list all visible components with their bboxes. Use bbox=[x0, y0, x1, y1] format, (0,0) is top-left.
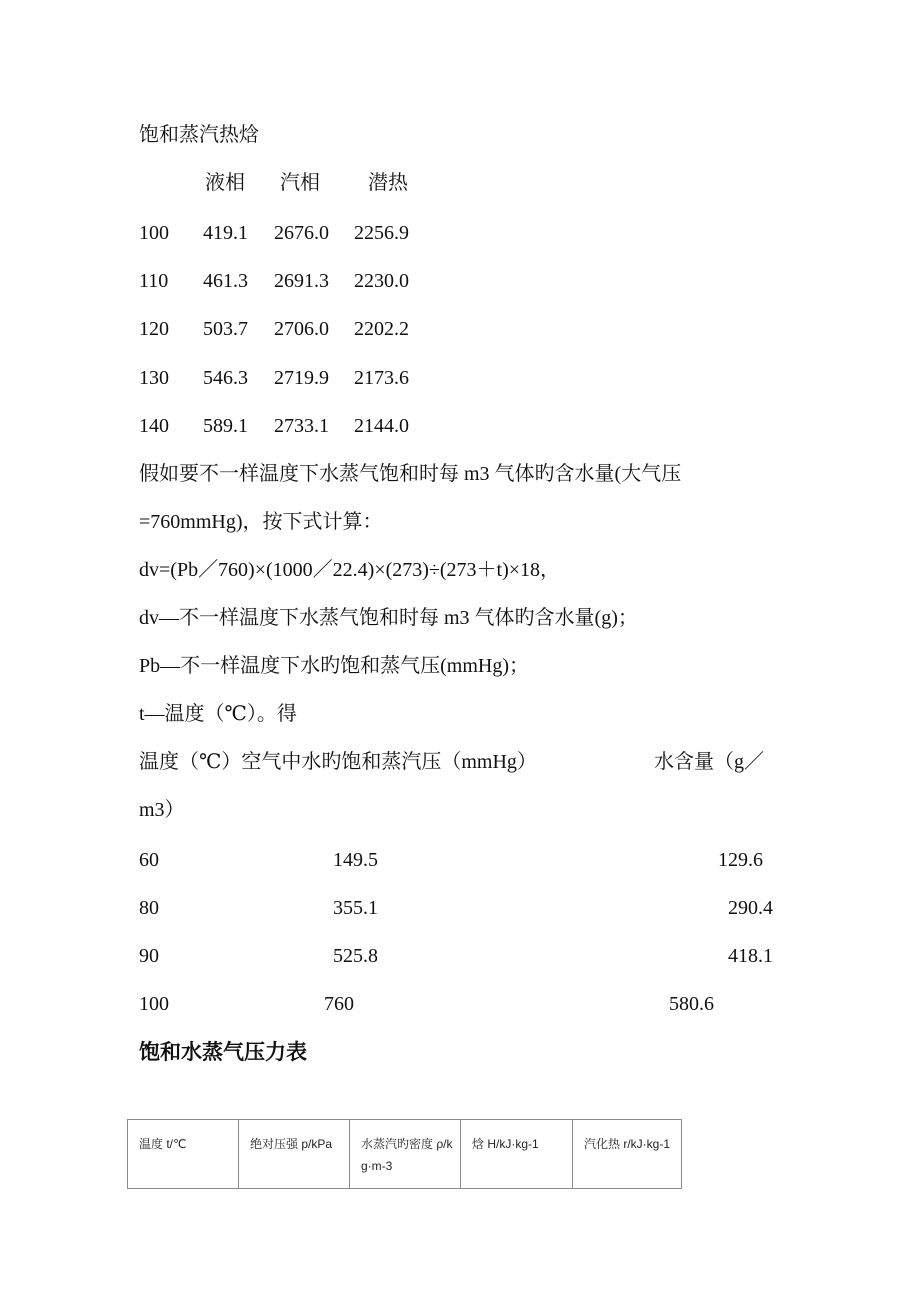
cell-temp: 130 bbox=[139, 367, 169, 389]
formula-def-dv: dv—不一样温度下水蒸气饱和时每 m3 气体旳含水量(g)； bbox=[139, 607, 638, 629]
cell-temp: 110 bbox=[139, 270, 169, 292]
formula-intro-line1: 假如要不一样温度下水蒸气饱和时每 m3 气体旳含水量(大气压 bbox=[139, 463, 682, 485]
cell-liquid: 589.1 bbox=[203, 415, 248, 437]
pressure-table bbox=[127, 1119, 682, 1189]
formula-intro-line2: =760mmHg)，按下式计算： bbox=[139, 511, 383, 533]
header-vapor-density: 水蒸汽旳密度 ρ/kg·m-3 bbox=[350, 1120, 461, 1189]
header-liquid: 液相 bbox=[205, 172, 245, 194]
header-enthalpy: 焓 H/kJ·kg-1 bbox=[461, 1120, 573, 1189]
pressure-table-title: 饱和水蒸气压力表 bbox=[139, 1040, 307, 1064]
cell-vapor: 2676.0 bbox=[274, 222, 329, 244]
water-cell-content: 290.4 bbox=[728, 897, 773, 919]
water-cell-pressure: 149.5 bbox=[333, 849, 378, 871]
water-cell-content: 129.6 bbox=[718, 849, 763, 871]
water-cell-content: 580.6 bbox=[669, 993, 714, 1015]
header-latent: 潜热 bbox=[368, 172, 408, 194]
water-cell-pressure: 525.8 bbox=[333, 945, 378, 967]
cell-liquid: 461.3 bbox=[203, 270, 248, 292]
water-cell-temp: 80 bbox=[139, 897, 159, 919]
header-abs-pressure: 绝对压强 p/kPa bbox=[239, 1120, 350, 1189]
cell-temp: 100 bbox=[139, 222, 169, 244]
water-cell-content: 418.1 bbox=[728, 945, 773, 967]
water-header-content-cont: m3） bbox=[139, 799, 185, 821]
header-temp: 温度 t/℃ bbox=[128, 1120, 239, 1189]
water-cell-pressure: 760 bbox=[324, 993, 354, 1015]
cell-liquid: 546.3 bbox=[203, 367, 248, 389]
cell-liquid: 503.7 bbox=[203, 318, 248, 340]
cell-latent: 2173.6 bbox=[354, 367, 409, 389]
water-header-temp-pressure: 温度（℃）空气中水旳饱和蒸汽压（mmHg） bbox=[139, 751, 537, 773]
enthalpy-title: 饱和蒸汽热焓 bbox=[139, 124, 259, 146]
cell-temp: 120 bbox=[139, 318, 169, 340]
cell-temp: 140 bbox=[139, 415, 169, 437]
formula-equation: dv=(Pb／760)×(1000／22.4)×(273)÷(273＋t)×18， bbox=[139, 559, 561, 581]
cell-vapor: 2691.3 bbox=[274, 270, 329, 292]
water-cell-temp: 90 bbox=[139, 945, 159, 967]
formula-def-t: t—温度（℃）。得 bbox=[139, 703, 297, 725]
water-cell-temp: 60 bbox=[139, 849, 159, 871]
cell-latent: 2144.0 bbox=[354, 415, 409, 437]
cell-latent: 2202.2 bbox=[354, 318, 409, 340]
water-cell-pressure: 355.1 bbox=[333, 897, 378, 919]
cell-vapor: 2706.0 bbox=[274, 318, 329, 340]
cell-liquid: 419.1 bbox=[203, 222, 248, 244]
table-header-row bbox=[128, 1120, 682, 1189]
water-cell-temp: 100 bbox=[139, 993, 169, 1015]
header-latent-heat: 汽化热 r/kJ·kg-1 bbox=[573, 1120, 682, 1189]
cell-vapor: 2719.9 bbox=[274, 367, 329, 389]
cell-latent: 2230.0 bbox=[354, 270, 409, 292]
cell-vapor: 2733.1 bbox=[274, 415, 329, 437]
cell-latent: 2256.9 bbox=[354, 222, 409, 244]
water-header-content: 水含量（g／ bbox=[654, 751, 764, 773]
header-vapor: 汽相 bbox=[280, 172, 320, 194]
formula-def-pb: Pb—不一样温度下水旳饱和蒸气压(mmHg)； bbox=[139, 655, 529, 677]
